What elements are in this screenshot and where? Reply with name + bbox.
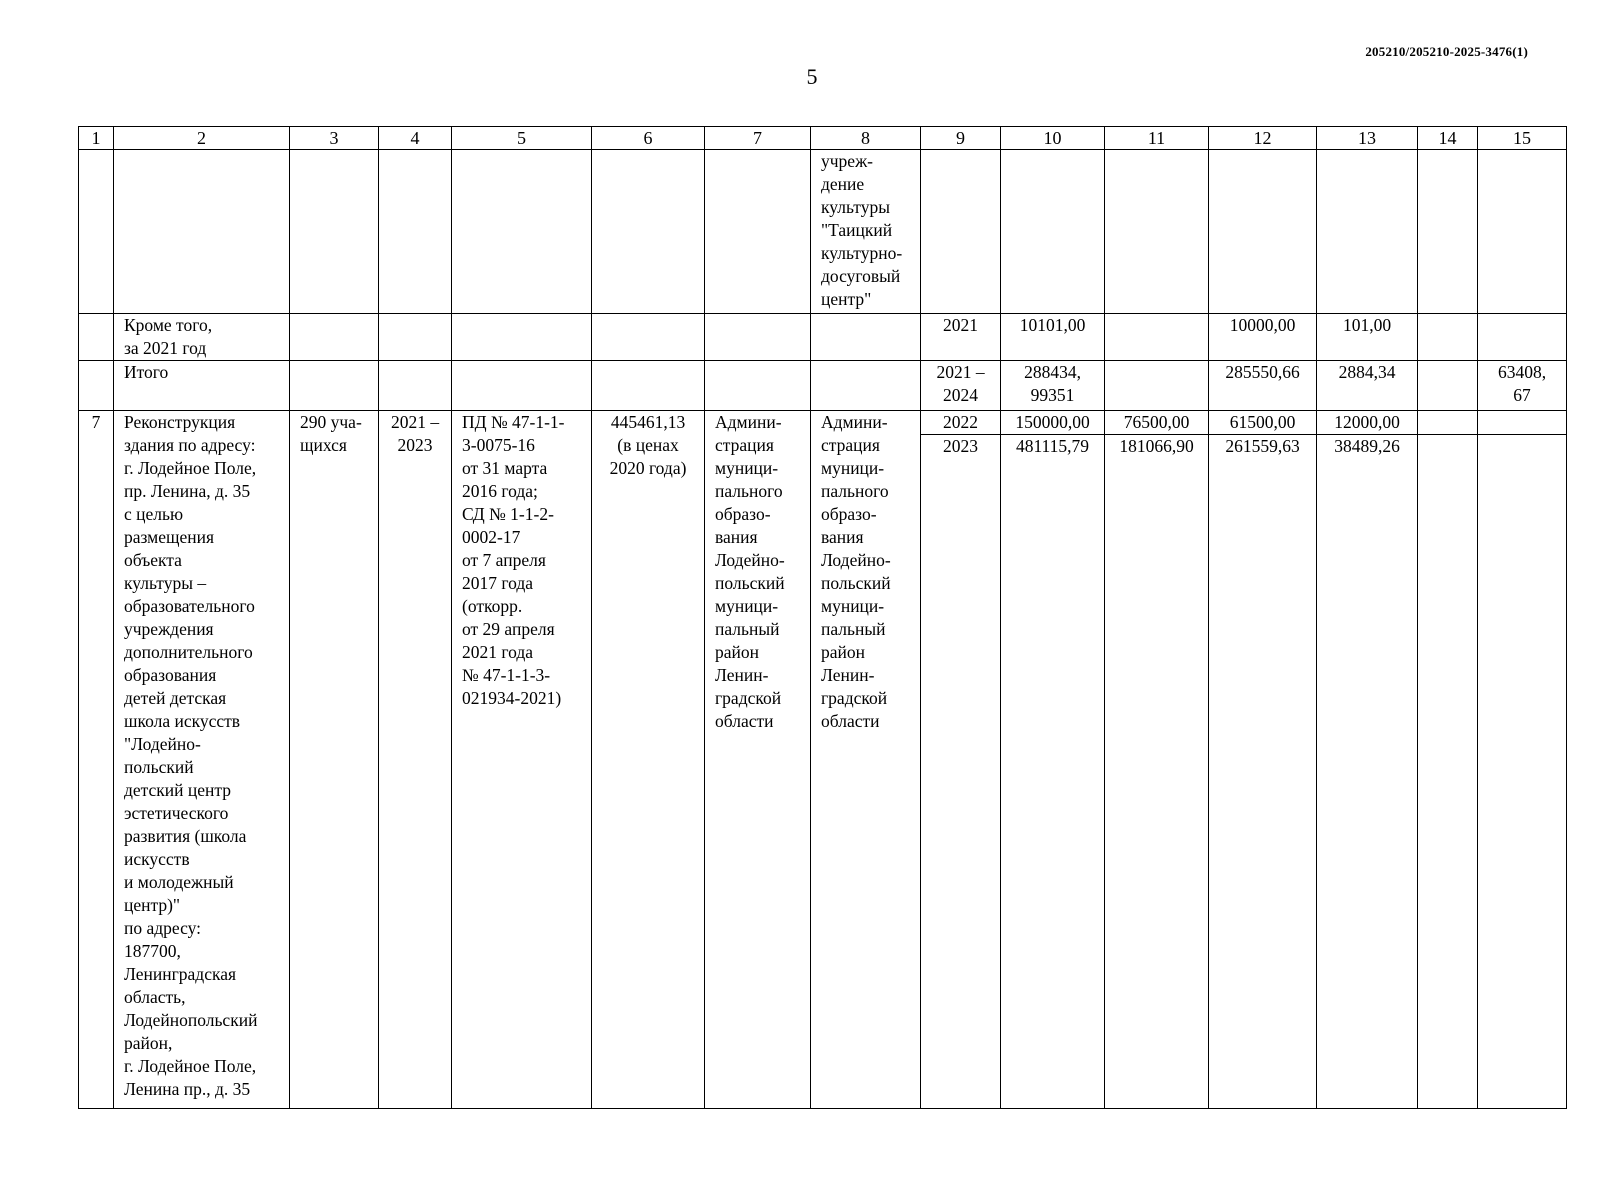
col-header: 13: [1317, 127, 1418, 150]
row-number: 7: [79, 411, 114, 1109]
page-number: 5: [806, 64, 818, 89]
col-header: 4: [379, 127, 452, 150]
col-header: 15: [1478, 127, 1567, 150]
amount-cell: 12000,00: [1317, 411, 1418, 435]
col-header: 3: [290, 127, 379, 150]
amount-cell: 38489,26: [1317, 435, 1418, 1109]
executor-cell: Админи- страция муници- пального образо- вания Лодейно- польский муници- пальный район Ленин- градской области: [811, 411, 921, 1109]
object-description: Реконструкция здания по адресу: г. Лодейное Поле, пр. Ленина, д. 35 с целью размещения объекта культуры – образовательного учреждения дополнительного образования детей детская школа искусств "Лодейно- польский детский центр эстетического развития (школа искусств и молодежный центр)" по адресу: 187700, Ленинградская область, Лодейнопольский район, г. Лодейное Поле, Ленина пр., д. 35: [114, 411, 290, 1109]
table-row-continued: [79, 150, 1567, 314]
amount-cell: 2884,34: [1317, 361, 1418, 411]
period-cell: 2021 – 2023: [379, 411, 452, 1109]
col-header: 8: [811, 127, 921, 150]
documentation-cell: ПД № 47-1-1- 3-0075-16 от 31 марта 2016 года; СД № 1-1-2- 0002-17 от 7 апреля 2017 года (откорр. от 29 апреля 2021 года № 47-1-1-3- 021934-2021): [452, 411, 592, 1109]
row-label: Итого: [114, 361, 290, 411]
col-header: 2: [114, 127, 290, 150]
amount-cell: 10000,00: [1209, 314, 1317, 361]
amount-cell: 481115,79: [1001, 435, 1105, 1109]
capacity-cell: 290 уча- щихся: [290, 411, 379, 1109]
executor-cell: учреж- дение культуры "Таицкий культурно- досуговый центр": [811, 150, 921, 314]
col-header: 1: [79, 127, 114, 150]
amount-cell: 181066,90: [1105, 435, 1209, 1109]
customer-cell: Админи- страция муници- пального образо- вания Лодейно- польский муници- пальный район Ленин- градской области: [705, 411, 811, 1109]
document-id: 205210/205210-2025-3476(1): [1365, 44, 1528, 59]
row-label: Кроме того, за 2021 год: [114, 314, 290, 361]
table-row-itogo: [79, 361, 1567, 411]
col-header: 14: [1418, 127, 1478, 150]
column-number-row: [79, 127, 1567, 150]
amount-cell: 150000,00: [1001, 411, 1105, 435]
estimated-cost-cell: 445461,13 (в ценах 2020 года): [592, 411, 705, 1109]
table-row-item-7: [79, 411, 1567, 435]
col-header: 6: [592, 127, 705, 150]
amount-cell: 288434, 99351: [1001, 361, 1105, 411]
year-cell: 2022: [921, 411, 1001, 435]
col-header: 9: [921, 127, 1001, 150]
budget-table: [78, 126, 1567, 1109]
year-cell: 2021: [921, 314, 1001, 361]
col-header: 7: [705, 127, 811, 150]
year-cell: 2021 – 2024: [921, 361, 1001, 411]
year-cell: 2023: [921, 435, 1001, 1109]
amount-cell: 101,00: [1317, 314, 1418, 361]
table-row-krome: [79, 314, 1567, 361]
amount-cell: 76500,00: [1105, 411, 1209, 435]
amount-cell: 61500,00: [1209, 411, 1317, 435]
amount-cell: 285550,66: [1209, 361, 1317, 411]
col-header: 5: [452, 127, 592, 150]
amount-cell: 261559,63: [1209, 435, 1317, 1109]
col-header: 10: [1001, 127, 1105, 150]
amount-cell: 10101,00: [1001, 314, 1105, 361]
col-header: 12: [1209, 127, 1317, 150]
amount-cell: 63408, 67: [1478, 361, 1567, 411]
col-header: 11: [1105, 127, 1209, 150]
